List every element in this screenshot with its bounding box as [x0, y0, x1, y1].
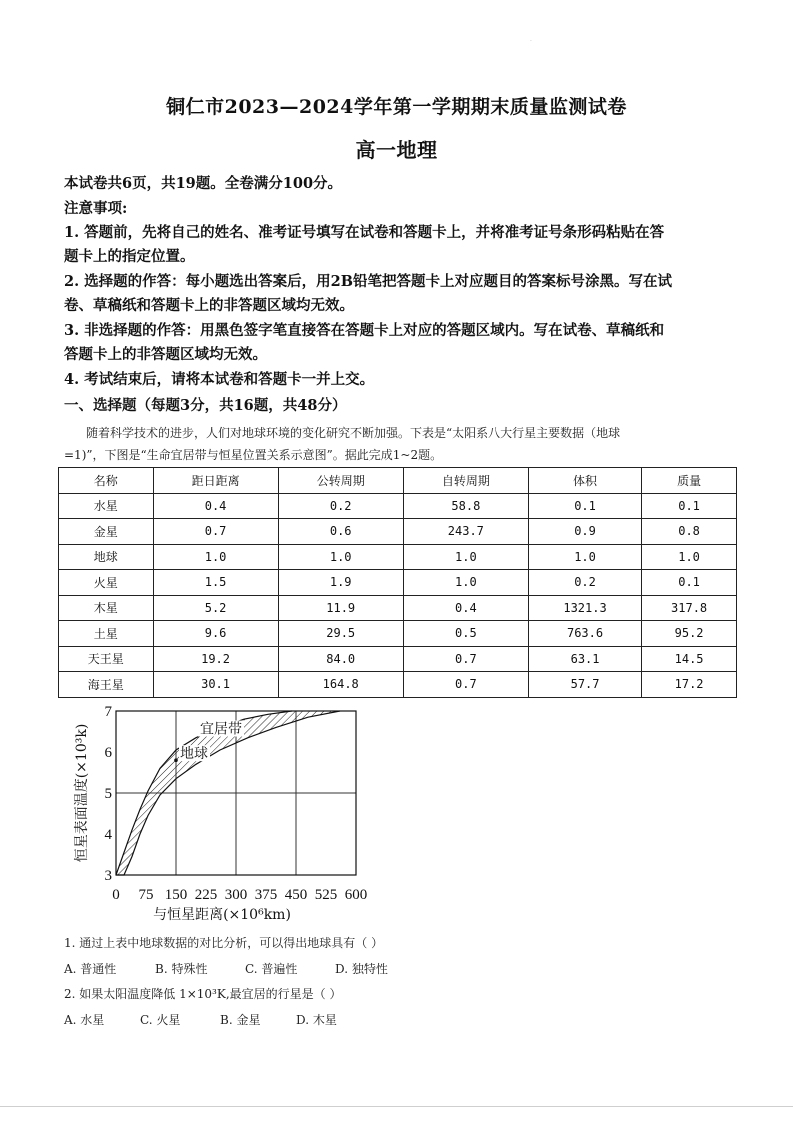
table-cell: 57.7: [528, 672, 641, 698]
table-cell: 木星: [59, 595, 154, 621]
table-cell: 0.4: [153, 493, 278, 519]
table-row: [59, 570, 737, 596]
table-cell: 63.1: [528, 646, 641, 672]
earth-point: [174, 758, 178, 762]
table-header-row: [59, 468, 737, 494]
table-cell: 地球: [59, 544, 154, 570]
q2-option-c: C. 火星: [140, 1013, 181, 1027]
table-cell: 1.0: [403, 544, 528, 570]
table-row: [59, 621, 737, 647]
x-tick-label: 375: [254, 887, 278, 903]
table-cell: 30.1: [153, 672, 278, 698]
notice-line: 题卡上的指定位置。: [64, 248, 195, 265]
header-mass: 质量: [642, 468, 737, 494]
table-row: [59, 519, 737, 545]
notice-line: 答题卡上的非答题区域均无效。: [64, 346, 267, 363]
table-cell: 0.2: [528, 570, 641, 596]
planet-data-table: [58, 467, 737, 698]
table-row: [59, 672, 737, 698]
notice-line: 1. 答题前，先将自己的姓名、准考证号填写在试卷和答题卡上，并将准考证号条形码粘贴在答: [64, 224, 665, 241]
q1-option-b: B. 特殊性: [155, 962, 208, 976]
table-row: [59, 493, 737, 519]
habitable-zone-chart: [70, 703, 370, 925]
earth-label: 地球: [180, 746, 208, 763]
header-distance: 距日距离: [153, 468, 278, 494]
table-cell: 0.7: [403, 672, 528, 698]
x-tick-label: 600: [344, 887, 368, 903]
table-cell: 0.2: [278, 493, 403, 519]
y-tick-label: 6: [104, 745, 112, 761]
table-cell: 164.8: [278, 672, 403, 698]
passage-line: 随着科学技术的进步，人们对地球环境的变化研究不断加强。下表是“太阳系八大行星主要数据（地球: [86, 426, 621, 440]
notice-title: 注意事项:: [64, 200, 128, 217]
table-cell: 1.0: [153, 544, 278, 570]
y-tick-labels: [105, 704, 113, 884]
table-row: [59, 544, 737, 570]
x-tick-label: 75: [138, 887, 154, 903]
exam-summary: 本试卷共6页，共19题。全卷满分100分。: [64, 175, 343, 192]
y-tick-label: 7: [104, 704, 112, 720]
table-cell: 0.5: [403, 621, 528, 647]
table-cell: 天王星: [59, 646, 154, 672]
table-cell: 海王星: [59, 672, 154, 698]
table-cell: 金星: [59, 519, 154, 545]
notice-line: 2. 选择题的作答：每小题选出答案后，用2B铅笔把答题卡上对应题目的答案标号涂黑。写在试: [64, 273, 673, 290]
q2-option-d: D. 木星: [296, 1013, 337, 1027]
y-axis-label: 恒星表面温度(×10³k): [74, 723, 90, 863]
table-cell: 17.2: [642, 672, 737, 698]
scan-speck: .: [530, 36, 532, 43]
table-cell: 11.9: [278, 595, 403, 621]
table-cell: 土星: [59, 621, 154, 647]
y-tick-label: 5: [104, 786, 112, 802]
y-tick-label: 4: [104, 827, 112, 843]
table-cell: 14.5: [642, 646, 737, 672]
header-revolution: 公转周期: [278, 468, 403, 494]
x-tick-label: 525: [314, 887, 338, 903]
table-cell: 水星: [59, 493, 154, 519]
header-name: 名称: [59, 468, 154, 494]
table-cell: 0.7: [403, 646, 528, 672]
notice-line: 4. 考试结束后，请将本试卷和答题卡一并上交。: [64, 371, 375, 388]
table-cell: 5.2: [153, 595, 278, 621]
page-bottom-rule: [0, 1106, 793, 1107]
x-tick-label: 450: [284, 887, 308, 903]
table-cell: 0.9: [528, 519, 641, 545]
header-rotation: 自转周期: [403, 468, 528, 494]
q1-option-d: D. 独特性: [335, 962, 388, 976]
table-cell: 317.8: [642, 595, 737, 621]
table-cell: 1.0: [642, 544, 737, 570]
header-volume: 体积: [528, 468, 641, 494]
table-cell: 1321.3: [528, 595, 641, 621]
q2-option-a: A. 水星: [64, 1013, 105, 1027]
question-2: 2. 如果太阳温度降低 1×10³K,最宜居的行星是（ ）: [64, 987, 342, 1001]
x-axis-label: 与恒星距离(×10⁶km): [153, 907, 291, 923]
table-cell: 0.8: [642, 519, 737, 545]
table-cell: 58.8: [403, 493, 528, 519]
table-cell: 9.6: [153, 621, 278, 647]
table-cell: 0.6: [278, 519, 403, 545]
table-cell: 84.0: [278, 646, 403, 672]
band-label: 宜居带: [200, 721, 242, 738]
notice-line: 卷、草稿纸和答题卡上的非答题区域均无效。: [64, 297, 354, 314]
exam-subject: 高一地理: [355, 138, 438, 162]
table-row: [59, 646, 737, 672]
table-cell: 0.4: [403, 595, 528, 621]
passage-line: =1)”，下图是“生命宜居带与恒星位置关系示意图”。据此完成1~2题。: [64, 448, 443, 462]
section-heading: 一、选择题（每题3分，共16题，共48分）: [64, 397, 347, 414]
exam-title: 铜仁市2023—2024学年第一学期期末质量监测试卷: [166, 96, 627, 118]
table-cell: 1.5: [153, 570, 278, 596]
table-cell: 0.7: [153, 519, 278, 545]
x-tick-label: 150: [164, 887, 188, 903]
table-row: [59, 595, 737, 621]
x-tick-label: 300: [224, 887, 248, 903]
table-cell: 29.5: [278, 621, 403, 647]
table-cell: 1.0: [528, 544, 641, 570]
x-tick-label: 225: [194, 887, 218, 903]
q1-option-a: A. 普通性: [64, 962, 117, 976]
y-tick-label: 3: [104, 868, 112, 884]
table-cell: 95.2: [642, 621, 737, 647]
table-cell: 1.0: [278, 544, 403, 570]
table-cell: 0.1: [528, 493, 641, 519]
table-cell: 火星: [59, 570, 154, 596]
table-cell: 19.2: [153, 646, 278, 672]
table-cell: 1.9: [278, 570, 403, 596]
question-1: 1. 通过上表中地球数据的对比分析，可以得出地球具有（ ）: [64, 936, 384, 950]
table-cell: 0.1: [642, 570, 737, 596]
q1-option-c: C. 普遍性: [245, 962, 298, 976]
table-cell: 1.0: [403, 570, 528, 596]
x-tick-labels: [112, 887, 367, 903]
table-cell: 763.6: [528, 621, 641, 647]
table-cell: 243.7: [403, 519, 528, 545]
notice-line: 3. 非选择题的作答：用黑色签字笔直接答在答题卡上对应的答题区域内。写在试卷、草稿纸和: [64, 322, 665, 339]
table-cell: 0.1: [642, 493, 737, 519]
x-tick-label: 0: [112, 887, 120, 903]
q2-option-b: B. 金星: [220, 1013, 261, 1027]
